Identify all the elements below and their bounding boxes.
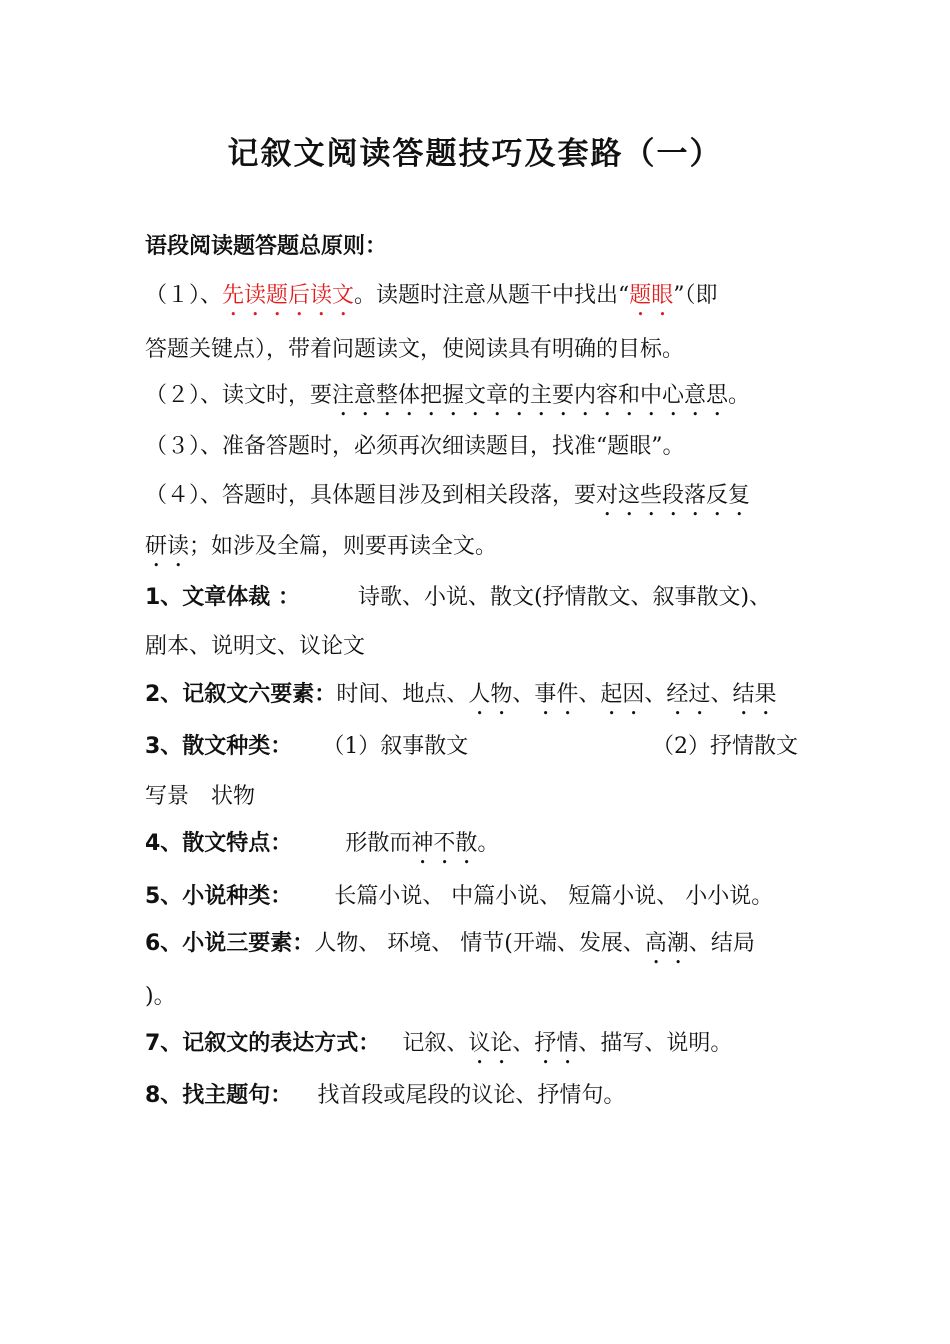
item-2-separator: 、 [710,682,733,707]
item-5-value: 长篇小说、 中篇小说、 短篇小说、 小小说。 [334,884,774,909]
item-7-emphasis-2: 抒情 [534,1031,579,1056]
item-2-element-1: 人物 [468,682,513,707]
item-2-separator: 、 [644,682,667,707]
principle-1-middle: 。读题时注意从题干中找出“ [354,283,630,308]
item-6-continued: )。 [145,984,176,1009]
item-2-element-5: 结果 [732,682,777,707]
item-2-label: 2、记叙文六要素： [145,682,337,707]
item-8-value: 找首段或尾段的议论、抒情句。 [317,1083,626,1108]
item-8 [145,1081,625,1111]
page-title: 记叙文阅读答题技巧及套路（一） [227,136,723,172]
item-4-prefix: 形散而 [345,831,412,856]
item-3-value-2: （2）抒情散文 [652,734,798,759]
item-5 [145,882,773,912]
principle-1-keyword: 题眼 [629,283,674,308]
item-1-continued: 剧本、说明文、议论文 [145,634,366,659]
item-7 [145,1029,732,1069]
item-3-label: 3、散文种类： [145,734,293,759]
item-3-continued: 写景 状物 [145,784,256,809]
principles-heading: 语段阅读题答题总原则： [145,234,388,259]
item-3-value-1: （1）叙事散文 [322,734,469,759]
principle-1-continued: 答题关键点），带着问题读文，使阅读具有明确的目标。 [145,337,685,362]
item-2-element-3: 起因 [600,682,645,707]
item-7-separator: 、 [512,1031,535,1056]
item-1 [145,583,771,613]
item-6 [145,929,755,969]
item-7-label: 7、记叙文的表达方式： [145,1031,381,1056]
principle-2-prefix: （２）、读文时，要 [145,383,333,408]
principle-3: （３）、准备答题时，必须再次细读题目，找准“题眼”。 [145,434,685,459]
item-6-emphasis: 高潮 [644,931,689,956]
item-4 [145,829,499,869]
item-6-prefix: 人物、 环境、 情节(开端、发展、 [314,931,645,956]
principle-1 [145,281,718,321]
item-2-element-2: 事件 [534,682,579,707]
item-4-label: 4、散文特点： [145,831,293,856]
item-4-emphasis: 神不散 [411,831,478,856]
item-7-emphasis-1: 议论 [468,1031,513,1056]
principle-4-continued [145,532,497,572]
principle-1-number: （１）、 [145,283,223,308]
principle-4-end: ；如涉及全篇，则要再读全文。 [189,534,498,559]
item-2-separator: 、 [578,682,601,707]
item-2-element-4: 经过 [666,682,711,707]
item-2 [145,680,776,720]
principle-4 [145,481,750,521]
item-8-label: 8、找主题句： [145,1083,293,1108]
item-1-label: 1、文章体裁 ： [145,585,300,610]
item-3 [145,732,468,762]
item-1-value: 诗歌、小说、散文(抒情散文、叙事散文)、 [357,585,772,610]
principle-2-end: 。 [728,383,751,408]
item-5-label: 5、小说种类： [145,884,293,909]
principle-1-emphasis: 先读题后读文 [222,283,355,308]
principle-4-emphasis: 对这些段落反复 [596,483,751,508]
item-7-prefix: 记叙、 [402,1031,469,1056]
item-2-plain: 时间、地点、 [336,682,469,707]
item-7-end: 、描写、说明。 [578,1031,733,1056]
principle-2 [145,381,750,421]
item-4-end: 。 [477,831,500,856]
principle-4-emphasis-2: 研读 [145,534,190,559]
item-2-separator: 、 [512,682,535,707]
item-6-label: 6、小说三要素： [145,931,315,956]
item-6-end: 、结局 [688,931,755,956]
principle-4-prefix: （４）、答题时，具体题目涉及到相关段落，要 [145,483,597,508]
principle-2-emphasis: 注意整体把握文章的主要内容和中心意思 [332,383,729,408]
principle-1-end: ”（即 [673,283,718,308]
